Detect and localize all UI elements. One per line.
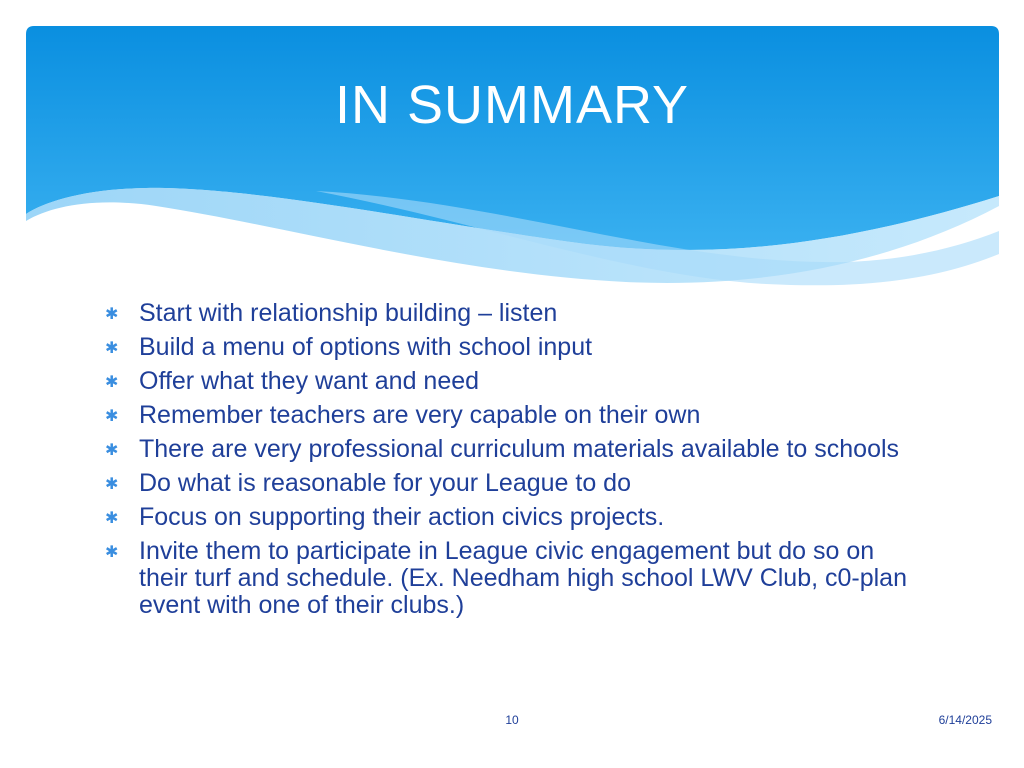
header-banner [26, 26, 999, 286]
bullet-text: Start with relationship building – listen [139, 299, 558, 327]
page-number: 10 [505, 713, 519, 727]
asterisk-icon: ✱ [105, 510, 119, 527]
asterisk-icon: ✱ [105, 374, 119, 391]
bullet-text: Remember teachers are very capable on their own [139, 401, 701, 429]
bullet-text: Do what is reasonable for your League to do [139, 469, 631, 497]
slide-date: 6/14/2025 [938, 713, 992, 727]
header-wave-graphic [26, 26, 999, 286]
asterisk-icon: ✱ [105, 340, 119, 357]
asterisk-icon: ✱ [105, 408, 119, 425]
bullet-text: There are very professional curriculum materials available to schools [139, 435, 900, 463]
bullet-text: Invite them to participate in League civic engagement but do so on their turf and schedule. (Ex. Needham high school LWV Club, c0-plan event with one of their clubs.) [139, 537, 907, 619]
bullet-item [105, 504, 925, 531]
bullet-text: Build a menu of options with school input [139, 333, 593, 361]
asterisk-icon: ✱ [105, 306, 119, 323]
bullet-item [105, 470, 925, 497]
bullet-item [105, 334, 925, 361]
asterisk-icon: ✱ [105, 442, 119, 459]
slide-title: IN SUMMARY [334, 75, 690, 135]
bullet-text: Offer what they want and need [139, 367, 480, 395]
bullet-item [105, 436, 925, 463]
asterisk-icon: ✱ [105, 544, 119, 561]
bullet-item [105, 368, 925, 395]
bullet-list [105, 300, 925, 626]
asterisk-icon: ✱ [105, 476, 119, 493]
bullet-item [105, 538, 925, 619]
bullet-text: Focus on supporting their action civics projects. [139, 503, 665, 531]
bullet-item [105, 300, 925, 327]
bullet-item [105, 402, 925, 429]
